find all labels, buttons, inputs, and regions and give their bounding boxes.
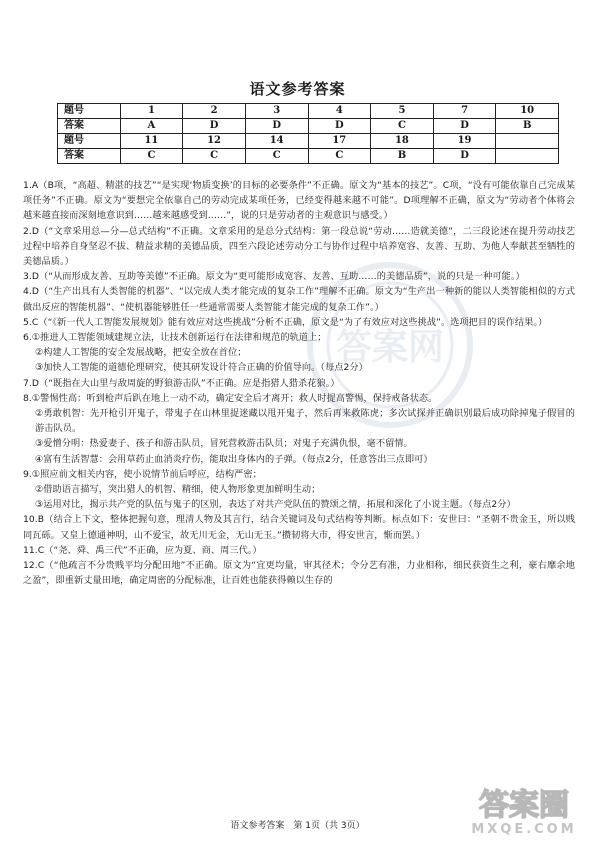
- row-header-cell: 答案: [58, 119, 121, 134]
- answer-cell: 10: [496, 104, 559, 119]
- answer-paragraph: 1.A（B项，“高超、精湛的技艺”“是实现‘物质变换’的目标的必要条件”不正确。原文为“基本的技艺”。C项，“没有可能依靠自己完成某项任务”不正确。原文为“要想完全依靠自己的劳动完成某项任务，已经变得越来越不可能”。D项理解不正确，原文为“劳动者个体将会越来越直接而深刻地意识到……越来越感受到……”，说的只是劳动者的主观意识与感受。）: [23, 180, 575, 222]
- answer-cell: 3: [245, 104, 308, 119]
- answer-paragraph: 6.①推进人工智能领域建规立法，让技术创新运行在法律和规范的轨道上；: [23, 332, 327, 344]
- row-header-cell: 题号: [58, 134, 121, 149]
- answer-paragraph: 3.D（“从而形成友善、互助等美德”不正确。原文为“更可能形成宽容、友善、互助……的美德品质”，说的只是一种可能。）: [23, 271, 525, 283]
- answer-cell: [496, 149, 559, 164]
- answer-cell: C: [245, 149, 308, 164]
- answer-paragraph: 8.①警惕性高：听到枪声后趴在地上一动不动，确定安全后才离开；救人时提高警惕，保持戒备状态。: [23, 392, 438, 404]
- answer-paragraph: ②借助语言描写，突出猎人的机智、精细，使人物形象更加鲜明生动；: [35, 484, 321, 496]
- answer-paragraph: ②构建人工智能的安全发展战略，把安全放在首位；: [35, 347, 247, 359]
- answer-cell: 19: [433, 134, 496, 149]
- logo-url: MXQE.COM: [471, 822, 577, 837]
- answer-cell: D: [433, 149, 496, 164]
- answer-cell: B: [371, 149, 434, 164]
- answer-table: [57, 103, 559, 164]
- answer-cell: 14: [245, 134, 308, 149]
- answer-cell: C: [308, 149, 371, 164]
- answer-paragraph: 11.C（“尧、舜、禹三代”不正确，应为夏、商、周三代。）: [23, 544, 262, 556]
- answer-cell: 2: [183, 104, 246, 119]
- answer-table-row: [58, 104, 559, 119]
- answer-cell: 4: [308, 104, 371, 119]
- answer-cell: 17: [308, 134, 371, 149]
- answer-cell: D: [183, 119, 246, 134]
- answer-cell: D: [433, 119, 496, 134]
- answer-cell: C: [371, 119, 434, 134]
- answer-cell: 11: [120, 134, 183, 149]
- answer-paragraph: 9.①照应前文相关内容，使小说情节前后呼应，结构严密；: [23, 468, 262, 480]
- answer-paragraph: ③爱憎分明：热爱妻子、孩子和游击队员，冒死营救游击队员；对鬼子充满仇恨，毫不留情。: [35, 438, 413, 450]
- answer-paragraph: ③加快人工智能的道德伦理研究，使其研发设计符合正确的价值导向。（每点2分）: [35, 362, 368, 374]
- answer-cell: 1: [120, 104, 183, 119]
- answer-table-row: [58, 119, 559, 134]
- answer-cell: D: [308, 119, 371, 134]
- answer-paragraph: ④富有生活智慧：会用草药止血消炎疗伤，能取出身体内的子弹。（每点2分，任意答出三点即可）: [35, 453, 433, 465]
- answer-cell: 12: [183, 134, 246, 149]
- answer-paragraph: 7.D（“既指在大山里与敌周旋的野狼游击队”不正确。应是指猎人猎杀花狼。）: [23, 377, 340, 389]
- answer-cell: B: [496, 119, 559, 134]
- answer-table-row: [58, 134, 559, 149]
- answer-cell: A: [120, 119, 183, 134]
- logo-text: 答案圈: [479, 788, 569, 823]
- answer-explanations: [23, 178, 575, 588]
- page-title: 语文参考答案: [249, 80, 346, 98]
- answer-cell: 18: [371, 134, 434, 149]
- row-header-cell: 答案: [58, 149, 121, 164]
- answer-paragraph: 2.D（“文章采用总—分—总式结构”不正确。文章采用的是总分式结构：第一段总说“劳动……造就美德”，二三段论述在提升劳动技艺过程中培养自身坚忍不拔、精益求精的美德品质，四至六段论述劳动分工与协作过程中培养宽容、友善、互助、为他人奉献甚至牺牲的美德品质。）: [23, 225, 575, 268]
- answer-paragraph: 12.C（“他疏言不分贵贱平均分配田地”不正确。原文为“宜更均量，审其径术；令分艺有准，力业相称，细民获资生之利，豪右靡余地之盈”，即重新丈量田地，确定周密的分配标准，让百姓也能获得赖以生存的: [23, 560, 575, 587]
- answer-cell: C: [120, 149, 183, 164]
- answer-paragraph: ③运用对比，揭示共产党的队伍与鬼子的区别，表达了对共产党队伍的赞颂之情，拓展和深化了小说主题。（每点2分）: [35, 499, 516, 511]
- answer-paragraph: 5.C（“《新一代人工智能发展规划》能有效应对这些挑战”分析不正确，原文是“为了有效应对这些挑战”。选项把目的误作结果。）: [23, 316, 548, 328]
- watermark-text: 答案网: [335, 327, 445, 368]
- answer-table-row: [58, 149, 559, 164]
- answer-paragraph: 4.D（“生产出具有人类智能的机器”、“以完成人类才能完成的复杂工作”理解不正确。原文为“生产出一种新的能以人类智能相似的方式做出反应的智能机器”、“使机器能够胜任一些通常需要人类智能才能完成的复杂工作”。）: [23, 286, 575, 313]
- answer-cell: 5: [371, 104, 434, 119]
- site-logo-icon: [462, 782, 587, 837]
- answer-cell: [496, 134, 559, 149]
- answer-cell: C: [183, 149, 246, 164]
- answer-cell: 7: [433, 104, 496, 119]
- answer-paragraph: 10.B（结合上下文，整体把握句意，理清人物及其言行，结合关键词及句式结构等判断。标点如下：安世曰：“圣朝不贵金玉，所以贱同瓦砾。又皇上德通神明，山不爱宝，故无川无金，无山无玉。”攒韧将大市，得安世言，惭而罢。）: [23, 514, 575, 541]
- row-header-cell: 题号: [58, 104, 121, 119]
- answer-paragraph: ②勇敢机智：先开枪引开鬼子，带鬼子在山林里捉迷藏以甩开鬼子，然后再来救陈虎；多次试探并正确识别最后成功除掉鬼子假冒的游击队员。: [35, 408, 575, 435]
- answer-cell: D: [245, 119, 308, 134]
- page-footer: 语文参考答案 第 1页（共 3页）: [230, 821, 365, 831]
